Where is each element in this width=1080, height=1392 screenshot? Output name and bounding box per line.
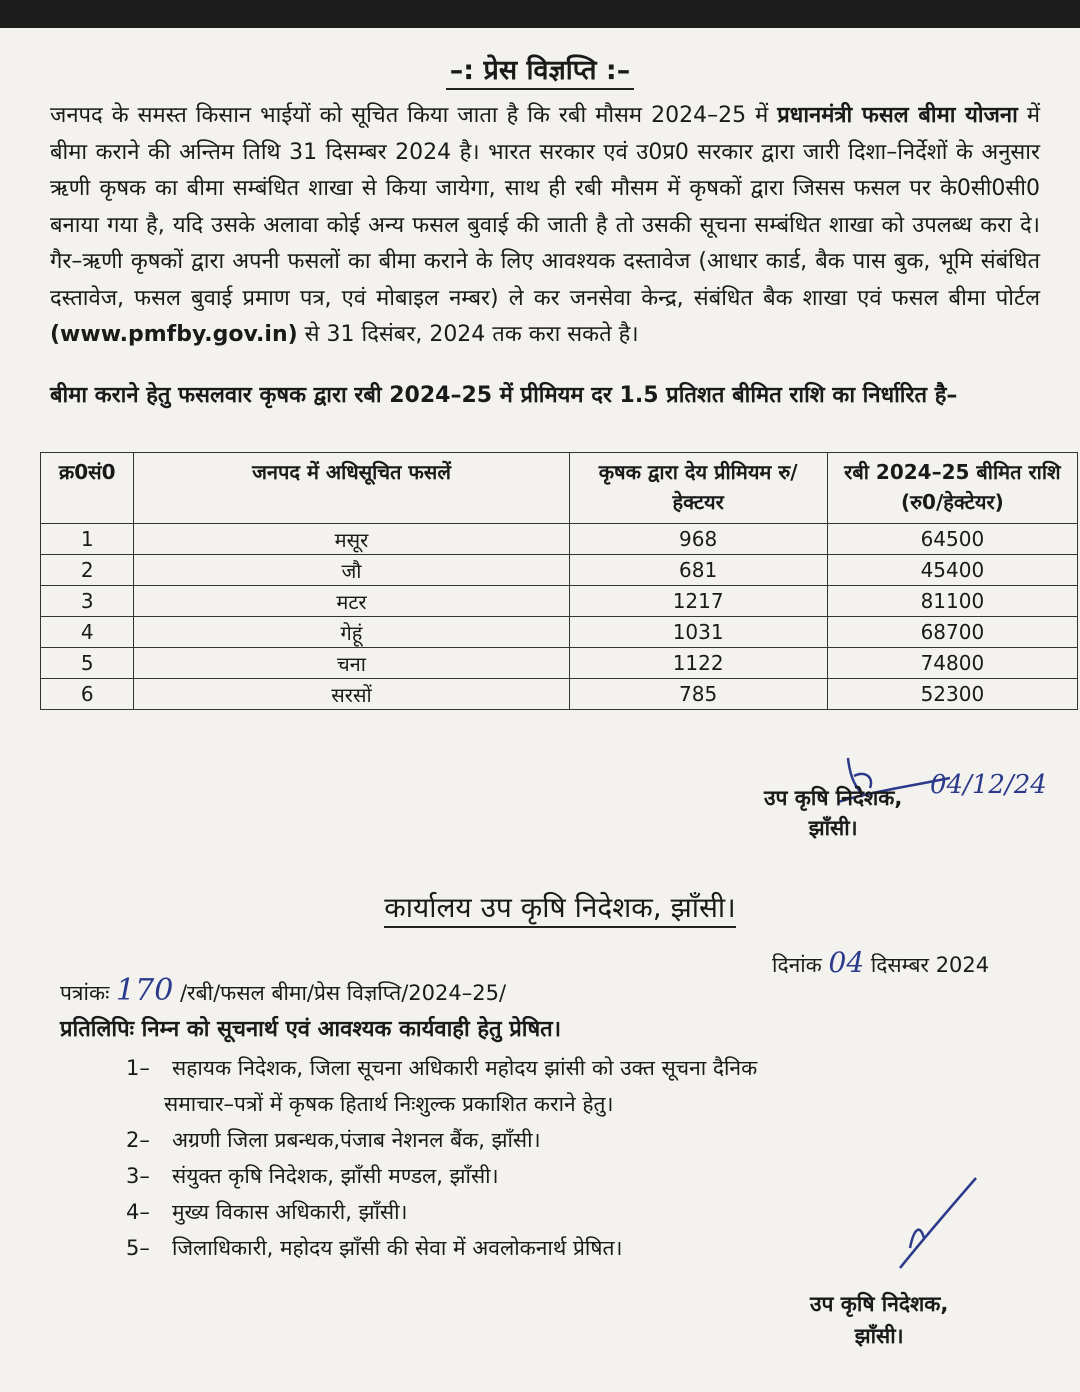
letter-date: दिनांक 04 दिसम्बर 2024 [772, 946, 990, 979]
cell-premium: 1217 [569, 586, 827, 617]
document-page [0, 28, 1080, 1392]
signature-date: 04/12/24 [930, 770, 1047, 800]
cell-sum: 45400 [827, 555, 1077, 586]
cell-sn: 4 [41, 617, 134, 648]
signatory-place: झाँसी। [854, 1324, 904, 1348]
list-item: 4– मुख्य विकास अधिकारी, झाँसी। [126, 1200, 408, 1224]
cell-sum: 74800 [827, 648, 1077, 679]
list-item: 1– सहायक निदेशक, जिला सूचना अधिकारी महोदय झांसी को उक्त सूचना दैनिक समाचार–पत्रों में कृषक हितार्थ निःशुल्क प्रकाशित कराने हेतु। [126, 1056, 758, 1116]
signatory-place: झाँसी। [808, 816, 858, 840]
list-item: 2– अग्रणी जिला प्रबन्धक,पंजाब नेशनल बैंक, झाँसी। [126, 1128, 541, 1152]
portal-link: (www.pmfby.gov.in) [50, 322, 298, 347]
cell-crop: सरसों [134, 679, 569, 710]
date-day: 04 [828, 946, 865, 979]
cell-sum: 52300 [827, 679, 1077, 710]
cell-premium: 785 [569, 679, 827, 710]
table-row [41, 648, 1078, 679]
cell-premium: 681 [569, 555, 827, 586]
signatory-block-1 [764, 783, 902, 843]
table-row [41, 524, 1078, 555]
cell-premium: 968 [569, 524, 827, 555]
header-sn: क्र0सं0 [41, 453, 134, 524]
premium-note: बीमा कराने हेतु फसलवार कृषक द्वारा रबी 2024–25 में प्रीमियम दर 1.5 प्रतिशत बीमित राशि का निर्धारित है– [50, 383, 958, 408]
cell-crop: गेहूं [134, 617, 569, 648]
signatory-title: उप कृषि निदेशक, [810, 1292, 949, 1316]
header-crop: जनपद में अधिसूचित फसलें [134, 453, 569, 524]
cell-premium: 1122 [569, 648, 827, 679]
signatory-title: उप कृषि निदेशक, [764, 786, 903, 810]
header-sum-insured: रबी 2024–25 बीमित राशि (रु0/हेक्टेयर) [827, 453, 1077, 524]
cell-sn: 1 [41, 524, 134, 555]
reference-number: पत्रांकः 170 /रबी/फसल बीमा/प्रेस विज्ञप्ति/2024–25/ [60, 973, 507, 1008]
intro-paragraph: जनपद के समस्त किसान भाईयों को सूचित किया जाता है कि रबी मौसम 2024–25 में प्रधानमंत्री फसल बीमा योजना में बीमा कराने की अन्तिम तिथि 31 दिसम्बर 2024 है। भारत सरकार एवं उ0प्र0 सरकार द्वारा जारी दिशा–निर्देशों के अनुसार ऋणी कृषक का बीमा सम्बंधित शाखा से किया जायेगा, साथ ही रबी मौसम में कृषकों द्वारा जिसस फसल पर के0सी0सी0 बनाया गया है, यदि उसके अलावा कोई अन्य फसल बुवाई की जाती है तो उसकी सूचना सम्बंधित शाखा को उपलब्ध करा दे। गैर–ऋणी कृषकों द्वारा अपनी फसलों का बीमा कराने के लिए आवश्यक दस्तावेज (आधार कार्ड, बैक पास बुक, भूमि संबंधित दस्तावेज, फसल बुवाई प्रमाण पत्र, एवं मोबाइल नम्बर) ले कर जनसेवा केन्द्र, संबंधित बैक शाखा एवं फसल बीमा पोर्टल (www.pmfby.gov.in) से 31 दिसंबर, 2024 तक करा सकते है। [50, 103, 1040, 347]
cell-crop: मसूर [134, 524, 569, 555]
crop-premium-table [40, 452, 1078, 710]
cell-crop: चना [134, 648, 569, 679]
office-heading: कार्यालय उप कृषि निदेशक, झाँसी। [0, 888, 1080, 926]
signatory-block-2 [810, 1288, 948, 1352]
table-row [41, 555, 1078, 586]
table-row [41, 617, 1078, 648]
signature-scribble-2 [880, 1168, 990, 1278]
cell-sn: 3 [41, 586, 134, 617]
press-release-title: –: प्रेस विज्ञप्ति :– [0, 50, 1080, 87]
header-premium: कृषक द्वारा देय प्रीमियम रु/हेक्टयर [569, 453, 827, 524]
cell-sn: 5 [41, 648, 134, 679]
table-header-row [41, 453, 1078, 524]
scheme-name: प्रधानमंत्री फसल बीमा योजना [777, 103, 1018, 128]
cell-premium: 1031 [569, 617, 827, 648]
list-item: 5– जिलाधिकारी, महोदय झाँसी की सेवा में अवलोकनार्थ प्रेषित। [126, 1236, 623, 1260]
cell-sum: 64500 [827, 524, 1077, 555]
cell-crop: जौ [134, 555, 569, 586]
copy-to-heading: प्रतिलिपिः निम्न को सूचनार्थ एवं आवश्यक कार्यवाही हेतु प्रेषित। [60, 1017, 562, 1042]
cell-crop: मटर [134, 586, 569, 617]
table-row [41, 586, 1078, 617]
cell-sn: 6 [41, 679, 134, 710]
cell-sn: 2 [41, 555, 134, 586]
cell-sum: 81100 [827, 586, 1077, 617]
cell-sum: 68700 [827, 617, 1077, 648]
table-row [41, 679, 1078, 710]
distribution-list [126, 1050, 946, 1266]
list-item: 3– संयुक्त कृषि निदेशक, झाँसी मण्डल, झाँसी। [126, 1164, 499, 1188]
reference-handwritten-number: 170 [116, 973, 174, 1008]
